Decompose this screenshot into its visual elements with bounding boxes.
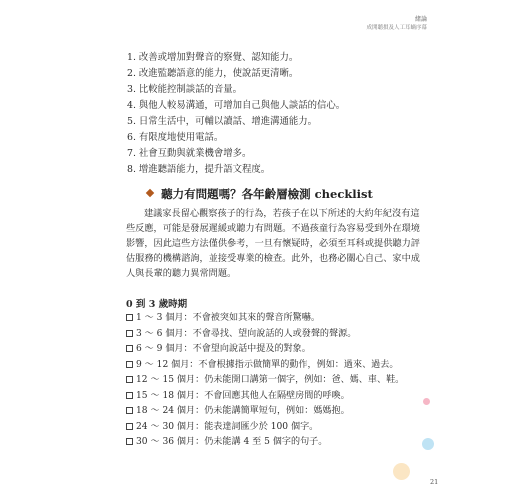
section-title-text: 聽力有問題嗎？各年齡層檢測 checklist <box>161 187 373 201</box>
checklist-item <box>126 311 404 327</box>
checkbox-icon <box>126 376 133 383</box>
benefits-list <box>127 50 345 178</box>
checklist-item-text: 15 ～ 18 個月：不會回應其他人在隔壁房間的呼喚。 <box>136 390 350 401</box>
paragraph-line: 建議家長留心觀察孩子的行為，若孩子在以下所述的大約年紀沒有這 <box>144 208 420 219</box>
diamond-bullet-icon <box>146 189 154 197</box>
checklist-item <box>126 373 404 389</box>
paragraph-line: 影響，因此這些方法僅供參考，一旦有懷疑時，必須至耳科或提供聽力評 <box>126 238 420 249</box>
header-chapter: 緒論 <box>414 16 427 23</box>
decorative-dot-yellow <box>393 463 410 480</box>
checkbox-icon <box>126 314 133 321</box>
list-item: 2. 改進監聽語意的能力，使說話更清晰。 <box>127 68 299 79</box>
checklist-item <box>126 420 404 436</box>
checklist-item-text: 30 ～ 36 個月：仍未能講 4 至 5 個字的句子。 <box>136 437 328 447</box>
checkbox-icon <box>126 361 133 368</box>
decorative-dot-pink <box>423 398 430 405</box>
checklist-item-text: 9 ～ 12 個月：不會根據指示做簡單的動作，例如：過來、過去。 <box>136 359 399 370</box>
list-item: 8. 增進聽語能力，提升語文程度。 <box>127 164 271 175</box>
paragraph-line: 人與長輩的聽力異常問題。 <box>126 268 237 279</box>
age-group-heading: 0 到 3 歲時期 <box>126 299 188 310</box>
body-paragraph <box>126 206 424 281</box>
checklist-item-text: 6 ～ 9 個月：不會望向說話中提及的對象。 <box>136 344 311 354</box>
list-item: 6. 有限度地使用電話。 <box>127 132 224 143</box>
header-chapter-title: 成開聽損及人工耳蝸序幕 <box>366 25 427 31</box>
running-header <box>366 16 427 32</box>
checklist-item <box>126 327 404 343</box>
checklist-item-text: 3 ～ 6 個月：不會尋找、望向說話的人或發聲的聲源。 <box>136 328 357 339</box>
paragraph-line: 估服務的機構諮詢，並接受專業的檢查。此外，也務必關心自己、家中成 <box>126 253 420 264</box>
list-item: 7. 社會互動與就業機會增多。 <box>127 148 252 159</box>
checkbox-icon <box>126 345 133 352</box>
list-item: 1. 改善或增加對聲音的察覺、認知能力。 <box>127 52 299 63</box>
checklist-item <box>126 435 404 451</box>
checklist-item-text: 24 ～ 30 個月：能表達詞匯少於 100 個字。 <box>136 421 319 432</box>
section-title <box>0 186 520 202</box>
checkbox-icon <box>126 330 133 337</box>
checklist-item <box>126 404 404 420</box>
checklist-item <box>126 358 404 374</box>
checkbox-icon <box>126 423 133 430</box>
list-item: 3. 比較能控制談話的音量。 <box>127 84 243 95</box>
list-item: 4. 與他人較易溝通，可增加自己與他人談話的信心。 <box>127 100 346 111</box>
list-item: 5. 日常生活中，可輔以讀話、增進溝通能力。 <box>127 116 318 127</box>
decorative-dot-blue <box>422 438 434 450</box>
checklist-item <box>126 342 404 358</box>
page-number: 21 <box>430 478 439 486</box>
checkbox-icon <box>126 392 133 399</box>
checklist-item-text: 18 ～ 24 個月：仍未能講簡單短句，例如：媽媽抱。 <box>136 406 350 416</box>
checklist-item-text: 1 ～ 3 個月：不會被突如其來的聲音所驚嚇。 <box>136 313 320 323</box>
checkbox-icon <box>126 407 133 414</box>
checklist-item-text: 12 ～ 15 個月：仍未能開口講第一個字，例如：爸、媽、車、鞋。 <box>136 375 405 385</box>
checklist-item <box>126 389 404 405</box>
hearing-checklist <box>126 311 404 451</box>
checkbox-icon <box>126 438 133 445</box>
paragraph-line: 些反應，可能是發展遲緩或聽力有問題。不過孩童行為容易受到外在環境 <box>126 223 420 234</box>
